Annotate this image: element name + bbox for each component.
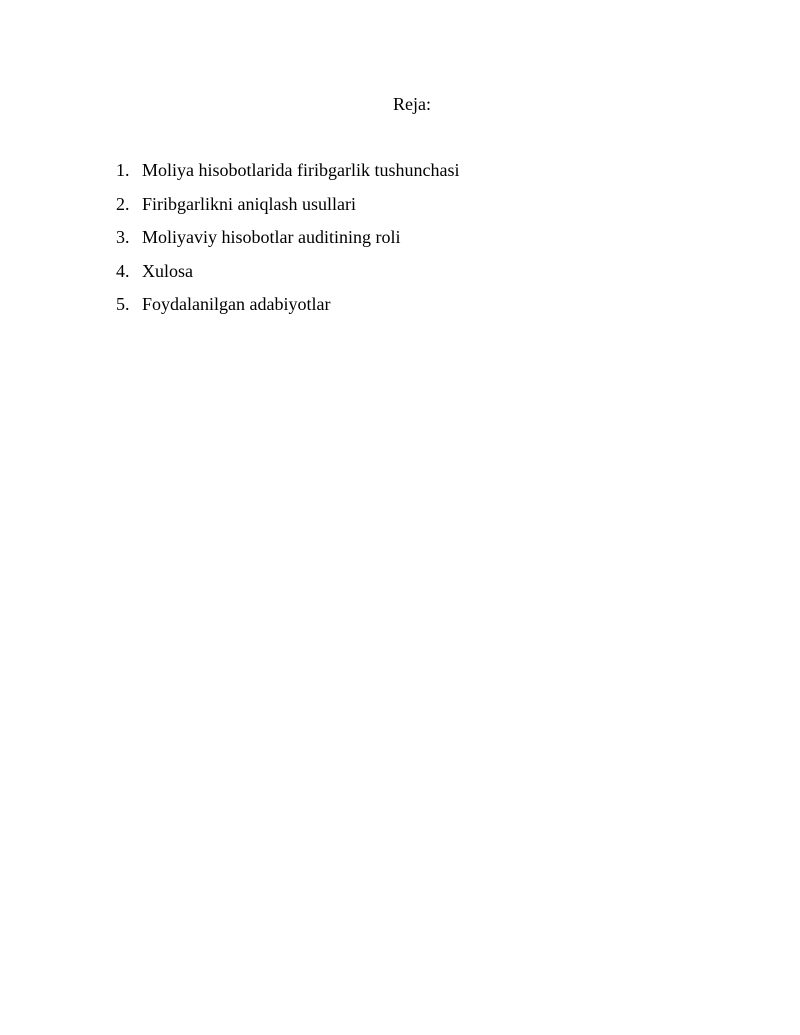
list-item-number: 2. (116, 193, 130, 214)
list-item-number: 1. (116, 160, 130, 180)
list-item-number: 5. (116, 294, 130, 314)
list-item-text: Moliya hisobotlarida firibgarlik tushunchasi (142, 160, 460, 180)
list-item (116, 292, 459, 326)
list-item-number: 3. (116, 227, 130, 247)
list-item (116, 225, 459, 259)
list-item-number: 4. (116, 260, 130, 281)
list-item-text: Firibgarlikni aniqlash usullari (142, 193, 356, 214)
list-item-text: Foydalanilgan adabiyotlar (142, 294, 331, 314)
list-item-text: Moliyaviy hisobotlar auditining roli (142, 227, 401, 247)
list-item (116, 158, 459, 192)
list-item (116, 259, 459, 293)
list-item (116, 192, 459, 226)
page-title: Reja: (393, 94, 431, 114)
plan-list (116, 158, 459, 326)
list-item-text: Xulosa (142, 260, 193, 281)
